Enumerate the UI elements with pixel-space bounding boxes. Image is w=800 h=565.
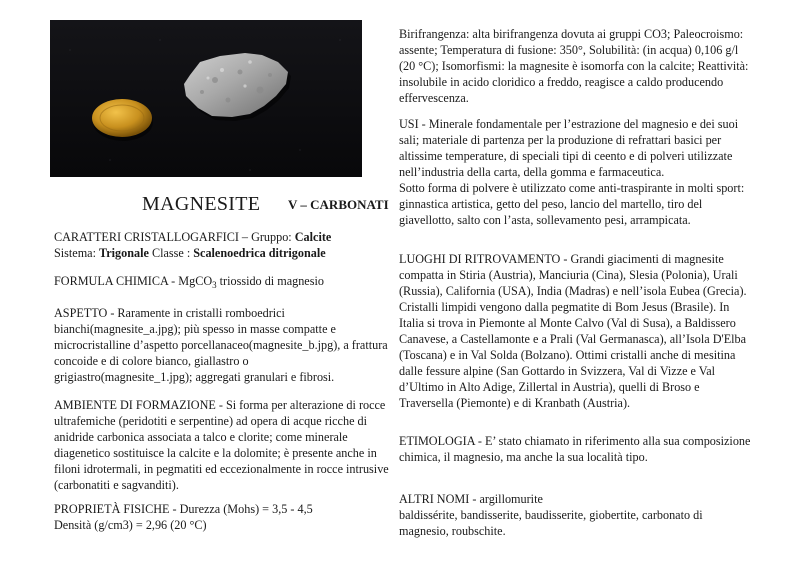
- mineral-photo: [50, 20, 362, 177]
- crystallographic-characters: [54, 229, 390, 261]
- uses-text-main: USI - Minerale fondamentale per l’estrazione del magnesio e dei suoi sali; materiale di partenza per la produzione di refrattari basici per altissime temperature, di speciali tipi di ceento e di polveri utilizzate nell’industria della carta, della gomma e farmaceutica.: [399, 117, 739, 179]
- crystal-system-value: Trigonale: [99, 246, 149, 260]
- chemical-formula: [54, 273, 390, 293]
- crystal-system-prefix: Sistema:: [54, 246, 100, 260]
- other-names-heading: ALTRI NOMI - argillomurite: [399, 492, 543, 506]
- locations-section: LUOGHI DI RITROVAMENTO - Grandi giacimenti di magnesite compatta in Stiria (Austria), Manciuria (Cina), Slesia (Polonia), Urali (Russia), California (USA), India (Madras) e nell’isola Eubea (Grecia). Cristalli limpidi vengono dalla pegmatite di Bom Jesus (Brasile). In Italia si trova in Piemonte al Monte Calvo (Val di Susa), a Baldissero Canavese, a Castellamonte e a Prali (Val Germanasca), all’Isola D'Elba (Toscana) e in Val Solda (Bolzano). Ottimi cristalli anche di mesitina dalle fessure alpine (San Gottardo in Svizzera, Val di Vizze e Val d’Ultimo in Alto Adige, Zillertal in Austria), quelli di Broso e Traversella (Piemonte) e di Kranbath (Austria).: [399, 252, 747, 410]
- crystal-class-prefix: Classe :: [148, 246, 194, 260]
- birefringence-section: Birifrangenza: alta birifrangenza dovuta ai gruppi CO3; Paleocroismo: assente; Temperatura di fusione: 350°, Solubilità: (in acqua) 0,106 g/l (20 °C); Isomorfismi: la magnesite è isomorfa con la calcite; Reattività: insolubile in acido cloridico a freddo, reagisce a caldo producendo effervescenza.: [399, 27, 749, 105]
- crystal-class-value: Scalenoedrica ditrigonale: [193, 246, 326, 260]
- mineral-class-label: V – CARBONATI: [288, 197, 389, 212]
- crystal-group-value: Calcite: [294, 230, 332, 244]
- physical-properties-section: [54, 501, 390, 533]
- appearance-section: ASPETTO - Raramente in cristalli romboedrici bianchi(magnesite_a.jpg); più spesso in masse compatte e microcristalline d’aspetto porcellanaceo(magnesite_b.jpg), a frattura concoide e di colore bianco, giallastro o grigiastro(magnesite_1.jpg); aggregati granulari e fibrosi.: [54, 306, 388, 384]
- density-text: Densità (g/cm3) = 2,96 (20 °C): [54, 518, 207, 532]
- uses-section: [399, 116, 751, 228]
- other-names-list: baldissérite, bandisserite, baudisserite, giobertite, carbonato di magnesio, roubschite.: [399, 508, 703, 538]
- hardness-text: PROPRIETÀ FISICHE - Durezza (Mohs) = 3,5 - 4,5: [54, 502, 313, 516]
- etymology-section: ETIMOLOGIA - E’ stato chiamato in riferimento alla sua composizione chimica, il magnesio, ma anche la sua località tipo.: [399, 434, 751, 464]
- formula-subscript: 3: [212, 280, 217, 290]
- crystallographic-prefix: CARATTERI CRISTALLOGARFICI – Gruppo:: [54, 230, 295, 244]
- formula-prefix: FORMULA CHIMICA - MgCO: [54, 274, 213, 288]
- mineral-title: MAGNESITE: [142, 193, 261, 215]
- mineral-photo-drawing: [50, 20, 362, 177]
- formula-suffix: triossido di magnesio: [216, 274, 324, 288]
- other-names-section: [399, 491, 751, 539]
- formation-environment-section: AMBIENTE DI FORMAZIONE - Si forma per alterazione di rocce ultrafemiche (peridotiti e serpentine) ad opera di acque ricche di anidride carbonica associata a talco e clorite; come minerale diagenetico sostituisce la calcite e la dolomite; è presente anche in filoni idrotermali, in pegmatiti ed eccezionalmente in rocce intrusive (carbonatiti e sagvanditi).: [54, 398, 389, 492]
- uses-text-sport: Sotto forma di polvere è utilizzato come anti-traspirante in molti sport: ginnastica artistica, getto del peso, lancio del martello, tiro del giavellotto, salto con l’asta, sollevamento pesi, arrampicata.: [399, 181, 745, 227]
